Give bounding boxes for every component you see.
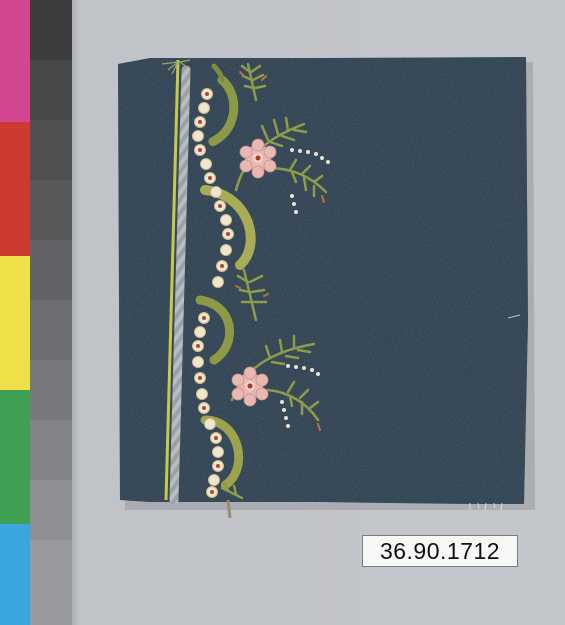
accession-number-label: 36.90.1712 [362,535,518,567]
loose-thread [228,500,230,518]
